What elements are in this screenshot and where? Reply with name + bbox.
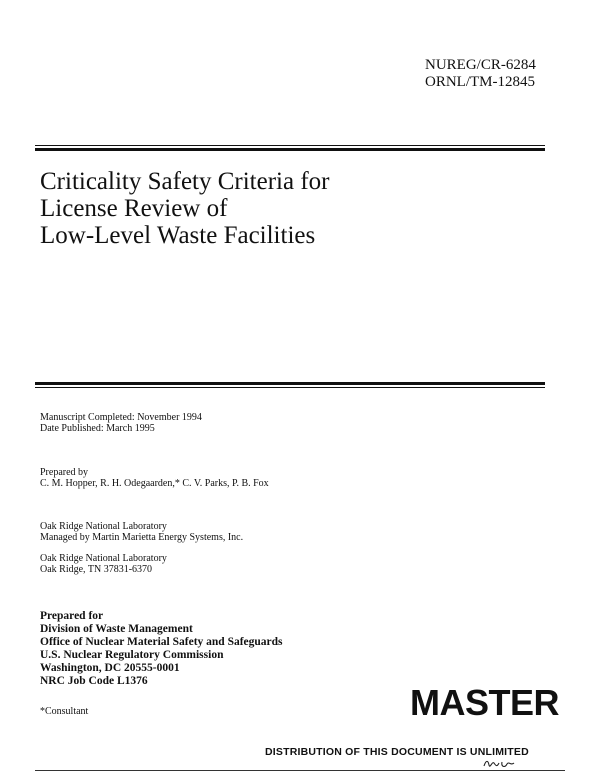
prepared-for-block [40,610,283,688]
distribution-statement: DISTRIBUTION OF THIS DOCUMENT IS UNLIMITED [265,746,529,758]
authors: C. M. Hopper, R. H. Odegaarden,* C. V. Parks, P. B. Fox [40,478,269,489]
document-title [40,168,330,249]
prepared-for-line-3: Office of Nuclear Material Safety and Safeguards [40,636,283,648]
title-line-2: License Review of [40,195,228,222]
report-numbers [425,57,536,91]
publication-dates [40,412,202,434]
prepared-by-block [40,467,269,489]
prepared-by-label: Prepared by [40,467,89,478]
top-rule [35,145,545,151]
org1-line-1: Oak Ridge National Laboratory [40,521,167,532]
report-number-ornl: ORNL/TM-12845 [425,74,535,90]
report-number-nureg: NUREG/CR-6284 [425,57,536,73]
title-line-1: Criticality Safety Criteria for [40,168,330,195]
master-stamp: MASTER [410,682,559,723]
prepared-for-line-1: Prepared for [40,610,104,622]
bottom-rule [35,770,565,771]
footnote-consultant: *Consultant [40,706,89,717]
org1-line-2: Managed by Martin Marietta Energy Systems, Inc. [40,532,244,543]
handwritten-initials [482,757,516,771]
date-published: Date Published: March 1995 [40,423,155,434]
org2-line-2: Oak Ridge, TN 37831-6370 [40,564,153,575]
prepared-for-line-2: Division of Waste Management [40,623,193,635]
prepared-for-line-5: Washington, DC 20555-0001 [40,662,180,674]
middle-rule [35,382,545,388]
manuscript-completed: Manuscript Completed: November 1994 [40,412,202,423]
organization-block-2 [40,553,167,575]
organization-block-1 [40,521,243,543]
org2-line-1: Oak Ridge National Laboratory [40,553,167,564]
title-line-3: Low-Level Waste Facilities [40,222,316,249]
prepared-for-line-6: NRC Job Code L1376 [40,675,148,687]
prepared-for-line-4: U.S. Nuclear Regulatory Commission [40,649,224,661]
